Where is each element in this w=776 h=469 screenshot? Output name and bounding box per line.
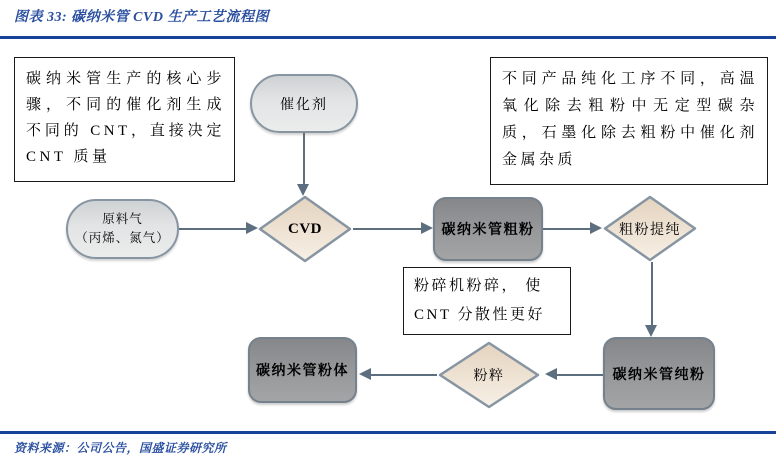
node-cnt-coarse-powder-label: 碳纳米管粗粉 xyxy=(441,223,535,238)
note-crushing-line2: CNT 分散性更好 xyxy=(414,307,545,323)
arrow-crush-to-powder xyxy=(371,374,437,376)
top-divider-line xyxy=(0,36,776,39)
node-cnt-coarse-powder xyxy=(433,197,543,261)
note-box-cvd-step: 碳纳米管生产的核心步骤，不同的催化剂生成不同的 CNT，直接决定 CNT 质量 xyxy=(14,57,235,182)
node-cvd xyxy=(257,195,353,263)
node-raw-gas-label: 原料气 xyxy=(102,212,143,226)
node-cnt-pure-powder xyxy=(603,337,715,410)
node-coarse-purify-label: 粗粉提纯 xyxy=(619,222,681,238)
source-note: 资料来源：公司公告，国盛证券研究所 xyxy=(14,441,227,455)
node-crush-label: 粉粹 xyxy=(473,369,505,384)
node-cnt-pure-powder-label: 碳纳米管纯粉 xyxy=(612,367,706,383)
node-crush xyxy=(437,341,541,409)
node-cvd-label: CVD xyxy=(288,220,322,237)
node-catalyst-label: 催化剂 xyxy=(280,97,328,113)
node-raw-gas-sublabel: （丙烯、氮气） xyxy=(75,231,170,245)
note-box-purification: 不同产品纯化工序不同，高温氧化除去粗粉中无定型碳杂质，石墨化除去粗粉中催化剂金属杂质 xyxy=(490,57,768,185)
arrow-coarse-to-purify xyxy=(543,228,590,230)
node-coarse-purify xyxy=(602,195,698,262)
node-raw-gas xyxy=(66,199,179,259)
node-cnt-powder-product xyxy=(248,337,357,403)
arrow-rawgas-to-cvd xyxy=(179,228,246,230)
node-catalyst xyxy=(250,74,358,133)
arrow-cvd-to-coarse xyxy=(353,228,421,230)
note-crushing-line1: 粉碎机粉碎， 使 xyxy=(414,278,543,294)
arrow-catalyst-to-cvd xyxy=(303,133,305,184)
chart-title: 图表 33: 碳纳米管 CVD 生产工艺流程图 xyxy=(14,10,269,25)
node-cnt-powder-product-label: 碳纳米管粉体 xyxy=(256,364,349,379)
arrow-purify-to-pure xyxy=(651,262,653,325)
bottom-divider-line xyxy=(0,431,776,434)
note-box-crushing xyxy=(403,267,571,335)
arrow-pure-to-crush xyxy=(557,374,603,376)
